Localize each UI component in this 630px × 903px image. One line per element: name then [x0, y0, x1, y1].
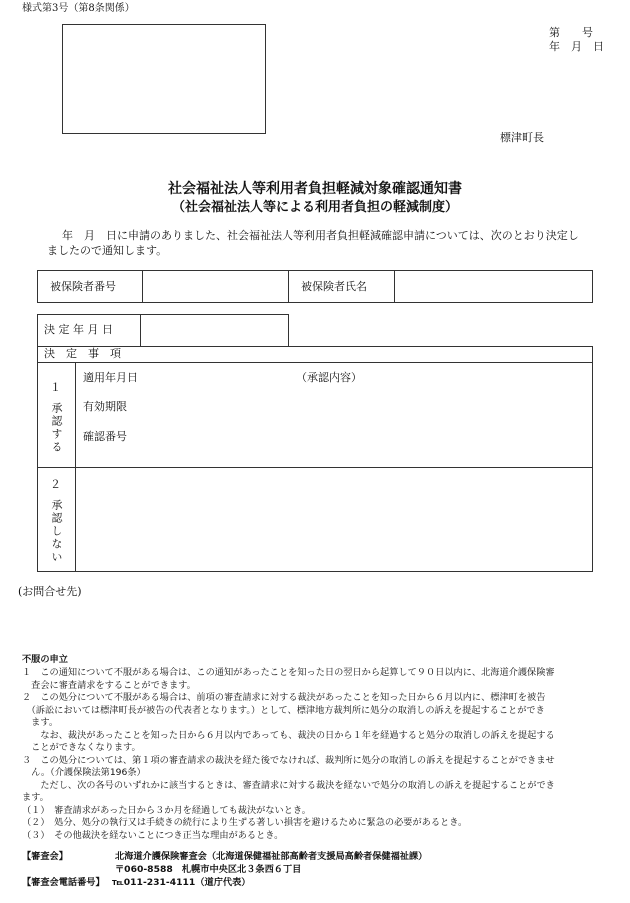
intro-text-line1: 年 月 日に申請のありました、社会福祉法人等利用者負担軽減確認申請については、次のとおり決定し [62, 229, 579, 242]
council-address: 〒060-8588 札幌市中央区北３条西６丁目 [115, 864, 302, 875]
approve-label: 承認する [50, 402, 63, 454]
approve-number: １ [50, 381, 61, 394]
appeal-line: （２） 処分、処分の執行又は手続きの続行により生ずる著しい損害を避けるために緊急の必要があるとき。 [22, 817, 468, 828]
appeal-line: （訴訟においては標津町長が被告の代表者となります。）として、標津地方裁判所に処分の取消しの訴えを提起することができ [22, 704, 545, 716]
document-number-label: 第 号 [549, 26, 593, 39]
appeal-line: ３ この処分については、第１項の審査請求の裁決を経た後でなければ、裁判所に処分の取消しの訴えを提起することができませ [22, 754, 555, 766]
appeal-line: ことができなくなります。 [22, 742, 141, 753]
approval-content-label: （承認内容） [296, 371, 362, 384]
expiry-label: 有効期限 [83, 400, 127, 413]
council-phone-label: 【審査会電話番号】 [22, 877, 105, 888]
appeal-notes [22, 667, 555, 842]
reject-reason-field[interactable] [76, 468, 592, 571]
appeal-line: ます。 [22, 717, 59, 728]
appeal-line: ただし、次の各号のいずれかに該当するときは、審査請求に対する裁決を経ないで処分の取消しの訴えを提起することができ [22, 779, 555, 791]
issuer-name: 標津町長 [500, 131, 544, 144]
appeal-line: なお、裁決があったことを知った日から６月以内であっても、裁決の日から１年を経過すると処分の取消しの訴えを提起する [22, 729, 555, 741]
insured-name-label: 被保険者氏名 [301, 280, 367, 293]
appeal-line: １ この通知について不服がある場合は、この通知があったことを知った日の翌日から起算して９０日以内に、北海道介護保険審 [22, 667, 555, 678]
appeal-line: ２ この処分について不服がある場合は、前項の審査請求に対する裁決があったことを知った日から６月以内に、標津町を被告 [22, 692, 546, 703]
insured-number-field[interactable] [143, 271, 287, 302]
reject-label: 承認しない [50, 499, 63, 564]
appeal-line: ん。（介護保険法第196条） [22, 767, 146, 778]
insured-number-label: 被保険者番号 [50, 280, 116, 293]
reject-number: ２ [50, 478, 61, 491]
decision-items-label: 決 定 事 項 [44, 347, 121, 360]
decision-date-field[interactable] [141, 315, 288, 346]
document-subtitle: （社会福祉法人等による利用者負担の軽減制度） [171, 200, 458, 215]
effective-date-label: 適用年月日 [83, 371, 138, 384]
council-name: 北海道介護保険審査会（北海道保健福祉部高齢者支援局高齢者保健福祉課） [115, 851, 428, 862]
confirmation-number-label: 確認番号 [83, 430, 127, 443]
address-window [62, 24, 266, 134]
appeal-line: （３） その他裁決を経ないことにつき正当な理由があるとき。 [22, 829, 284, 841]
document-title: 社会福祉法人等利用者負担軽減対象確認通知書 [168, 181, 462, 197]
decision-date-label: 決 定 年 月 日 [44, 323, 113, 336]
appeal-line: （１） 審査請求があった日から３か月を経過しても裁決がないとき。 [22, 804, 311, 816]
intro-text-line2: ましたので通知します。 [47, 244, 168, 257]
appeal-line: 査会に審査請求をすることができます。 [22, 679, 196, 691]
appeal-heading: 不服の申立 [22, 654, 68, 665]
council-phone-value: ℡011-231-4111（道庁代表） [112, 877, 251, 888]
appeal-line: ます。 [22, 792, 49, 803]
council-label: 【審査会】 [22, 851, 68, 862]
document-date-label: 年 月 日 [549, 40, 604, 53]
insured-name-field[interactable] [395, 271, 592, 302]
contact-label: (お問合せ先) [18, 585, 82, 598]
form-number: 様式第3号（第8条関係） [22, 3, 135, 14]
